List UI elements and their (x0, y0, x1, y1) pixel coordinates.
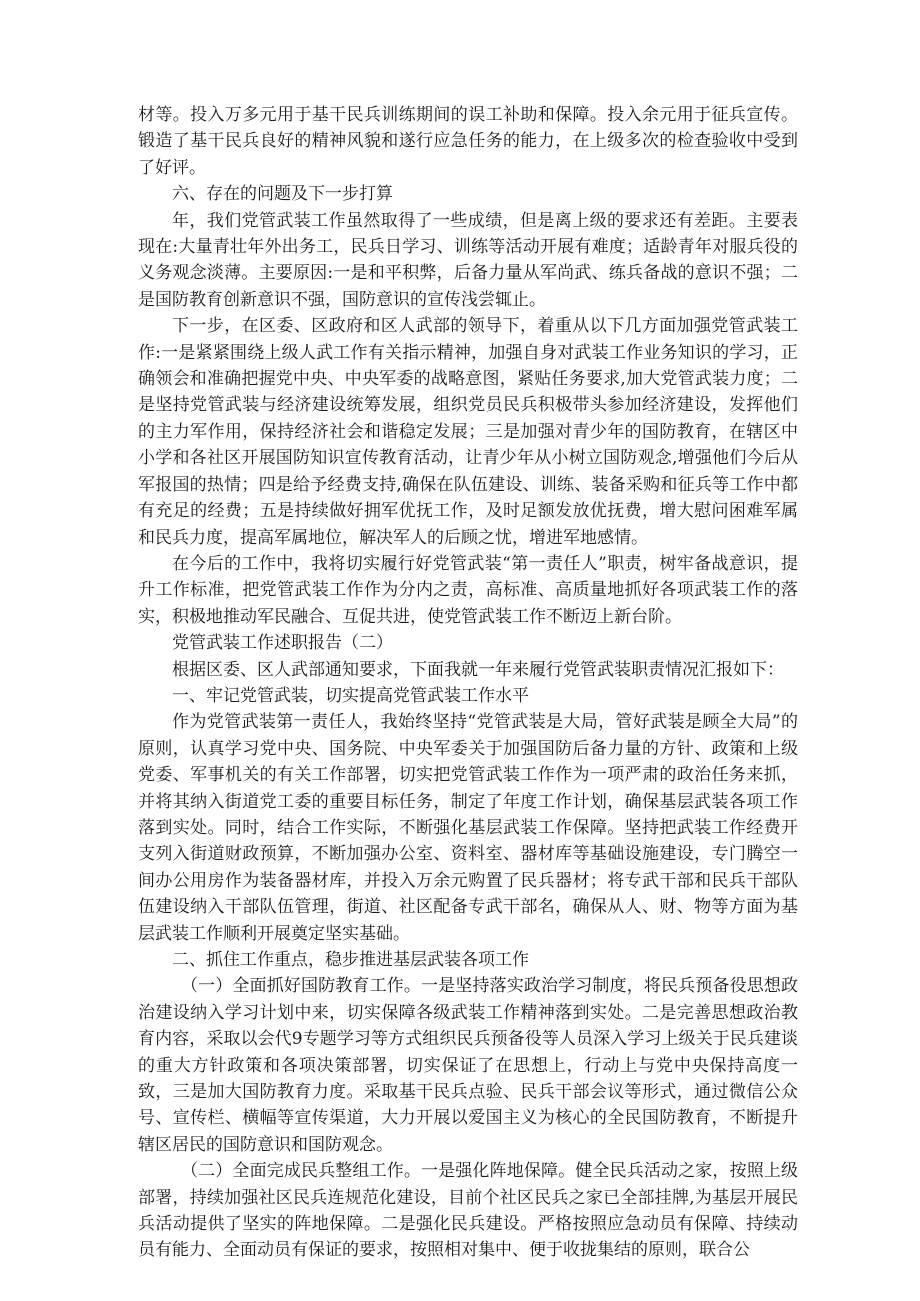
section-heading-problems: 六、存在的问题及下一步打算 (172, 184, 393, 205)
paragraph-intro: 根据区委、区人武部通知要求，下面我就一年来履行党管武装职责情况汇报如下： (172, 659, 784, 680)
paragraph-future-work: 在今后的工作中，我将切实履行好党管武装“第一责任人”职责，树牢备战意识，提升工作标准，把党管武装工作作为分内之责，高标准、高质量地抓好各项武装工作的落实，积极地推动军民融合、互促共进，使党管武装工作不断迈上新台阶。 (138, 553, 798, 627)
paragraph-defense-education: （一）全面抓好国防教育工作。一是坚持落实政治学习制度，将民兵预备役思想政治建设纳入学习计划中来，切实保障各级武装工作精神落到实处。二是完善思想政治教育内容，采取以会代9专题学习等方式组织民兵预备役等人员深入学习上级关于民兵建谈的重大方针政策和各项决策部署，切实保证了在思想上，行动上与党中央保持高度一致，三是加大国防教育力度。采取基干民兵点验、民兵干部会议等形式，通过微信公众号、宣传栏、横幅等宣传渠道，大力开展以爱国主义为核心的全民国防教育，不断提升辖区居民的国防意识和国防观念。 (138, 976, 798, 1155)
section-heading-one: 一、牢记党管武装，切实提高党管武装工作水平 (172, 685, 529, 706)
paragraph-section-one: 作为党管武装第一责任人，我始终坚持“党管武装是大局，管好武装是顾全大局”的原则，认真学习党中央、国务院、中央军委关于加强国防后备力量的方针、政策和上级党委、军事机关的有关工作部署，切实把党管武装工作作为一项严肃的政治任务来抓，并将其纳入街道党工委的重要目标任务，制定了年度工作计划，确保基层武装各项工作落到实处。同时，结合工作实际，不断强化基层武装工作保障。坚持把武装工作经费开支列入街道财政预算，不断加强办公室、资料室、器材库等基础设施建设，专门腾空一间办公用房作为装备器材库，并投入万余元购置了民兵器材；将专武干部和民兵干部队伍建设纳入干部队伍管理，街道、社区配备专武干部名，确保从人、财、物等方面为基层武装工作顺利开展奠定坚实基础。 (138, 712, 798, 944)
report-title-two: 党管武装工作述职报告（二） (172, 633, 393, 654)
section-heading-two: 二、抓住工作重点，稳步推进基层武装各项工作 (172, 950, 529, 970)
document-page (138, 102, 798, 1264)
paragraph-militia-reorganization: （二）全面完成民兵整组工作。一是强化阵地保障。健全民兵活动之家，按照上级部署，持续加强社区民兵连规范化建设，目前个社区民兵之家已全部挂牌,为基层开展民兵活动提供了坚实的阵地保障。二是强化民兵建设。严格按照应急动员有保障、持续动员有能力、全面动员有保证的要求，按照相对集中、便于收拢集结的原则，联合公 (138, 1161, 798, 1261)
paragraph-problems: 年，我们党管武装工作虽然取得了一些成绩，但是离上级的要求还有差距。主要表现在:大量青壮年外出务工，民兵日学习、训练等活动开展有难度；适龄青年对服兵役的义务观念淡薄。主要原因:一是和平积弊，后备力量从军尚武、练兵备战的意识不强；二是国防教育创新意识不强，国防意识的宣传浅尝辄止。 (138, 210, 798, 310)
paragraph-next-steps: 下一步，在区委、区政府和区人武部的领导下，着重从以下几方面加强党管武装工作:一是紧紧围绕上级人武工作有关指示精神，加强自身对武装工作业务知识的学习，正确领会和准确把握党中央、中央军委的战略意图，紧贴任务要求,加大党管武装力度；二是坚持党管武装与经济建设统筹发展，组织党员民兵积极带头参加经济建设，发挥他们的主力军作用，保持经济社会和谐稳定发展；三是加强对青少年的国防教育，在辖区中小学和各社区开展国防知识宣传教育活动，让青少年从小树立国防观念,增强他们今后从军报国的热情；四是给予经费支持,确保在队伍建设、训练、装备采购和征兵等工作中都有充足的经费；五是持续做好拥军优抚工作，及时足额发放优抚费，增大慰问困难军属和民兵力度，提高军属地位，解决军人的后顾之忧，增进军地感情。 (138, 316, 798, 548)
paragraph-continuation: 材等。投入万多元用于基干民兵训练期间的误工补助和保障。投入余元用于征兵宣传。锻造了基干民兵良好的精神风貌和遂行应急任务的能力，在上级多次的检查验收中受到了好评。 (138, 105, 798, 178)
